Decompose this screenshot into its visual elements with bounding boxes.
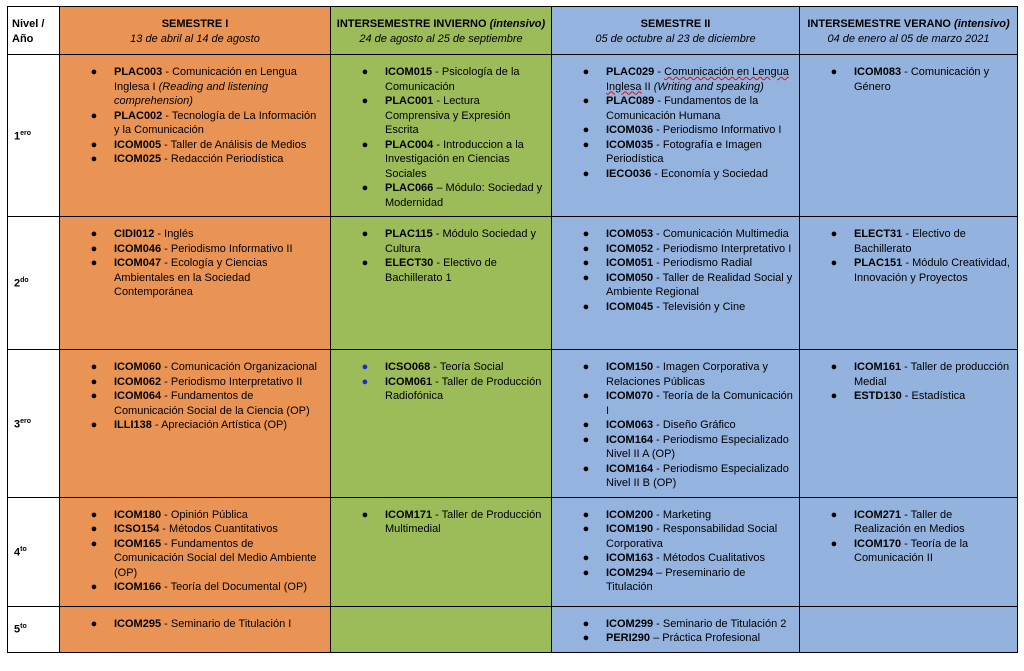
course-name: - Módulo Sociedad y Cultura [385,228,537,255]
course-name: - Responsabilidad Social Corporativa [606,523,778,550]
course-name: - Teoría del Documental (OP) [161,581,307,593]
level-suffix: do [20,277,29,285]
course-code: ICOM025 [114,153,162,165]
course-code: PLAC001 [385,95,434,107]
curriculum-table [7,6,1018,653]
course-code: ICOM171 [385,508,433,521]
course-code: ICOM050 [606,271,654,284]
course-code: ICOM083 [854,66,902,78]
course-code: ICOM045 [606,300,654,313]
course-code: PLAC089 [606,95,655,107]
semester-header-1 [60,7,331,55]
course-name: - Comunicación Organizacional [161,361,317,373]
course-item [60,375,324,390]
semester-title: SEMESTRE I [161,18,229,30]
course-code: ICOM190 [606,523,654,535]
level-cell [8,350,60,498]
course-name: - Economía y Sociedad [651,167,769,180]
course-item [331,360,545,375]
course-item [552,300,793,315]
bullet-icon: ● [90,390,98,402]
course-note: (Reading and listening comprehension) [114,80,269,107]
course-item [60,580,324,595]
course-cell [800,606,1018,652]
bullet-icon: ● [361,138,369,151]
course-list [60,350,330,439]
level-header-line1: Nivel / [12,18,45,30]
course-list [800,217,1017,291]
course-name: - Comunicación y Género [854,66,990,93]
course-item [552,418,793,433]
course-name: - Fundamentos de Comunicación Social del Medio Ambiente (OP) [114,537,317,579]
course-list [331,55,551,216]
course-item [331,94,545,138]
level-row [8,350,1018,498]
course-list [552,607,799,652]
bullet-icon: ● [830,257,838,269]
course-code: ICOM164 [606,433,654,446]
course-code: ICOM070 [606,390,654,402]
level-row [8,217,1018,350]
course-code: ICOM063 [606,419,654,431]
course-list [800,55,1017,100]
course-cell [60,497,331,606]
course-code: ICSO068 [385,361,431,373]
level-suffix: ero [20,129,32,137]
bullet-icon: ● [90,537,98,550]
course-cell [60,606,331,652]
course-item [800,227,1011,256]
course-list [60,217,330,306]
bullet-icon: ● [361,361,369,373]
course-name: - Psicología de la Comunicación [385,66,520,93]
course-name: - Inglés [154,228,194,240]
course-code: ICOM166 [114,581,162,593]
course-name: - Métodos Cualitativos [653,552,765,564]
course-code: PLAC029 [606,66,655,78]
course-cell [331,497,552,606]
course-item [60,360,324,375]
course-item [60,256,324,300]
course-item [331,227,545,256]
semester-title-italic: (intensivo) [489,18,546,30]
course-code: ICOM051 [606,257,654,269]
course-item [552,566,793,595]
course-code: CIDI012 [114,228,155,240]
course-name: - Periodismo Informativo I [653,124,782,136]
course-name: - Módulo Creatividad, Innovación y Proyectos [854,257,1010,284]
course-code: ICOM271 [854,508,902,521]
course-name: - Taller de producción Medial [854,361,1010,388]
semester-dates: 13 de abril al 14 de agosto [130,32,260,45]
level-number: 5 [14,624,21,637]
course-cell [552,606,800,652]
course-name: - Fundamentos de la Comunicación Humana [606,95,759,122]
bullet-icon: ● [582,124,590,136]
course-item [331,65,545,94]
course-name-flagged: Comunicación en Lengua Inglesa [606,66,789,93]
course-item [800,360,1011,389]
level-suffix: to [20,623,27,631]
bullet-icon: ● [361,228,369,240]
bullet-icon: ● [90,617,98,630]
course-item [800,65,1011,94]
course-code: ICOM046 [114,242,162,255]
course-item [60,152,324,167]
bullet-icon: ● [830,390,838,402]
semester-title: INTERSEMESTRE INVIERNO [336,18,490,30]
course-name: - Fotografía e Imagen Periodística [606,138,762,165]
level-row [8,606,1018,652]
bullet-icon: ● [582,167,590,180]
course-name: - Apreciación Artística (OP) [151,419,288,431]
course-item [552,256,793,271]
bullet-icon: ● [582,271,590,284]
course-code: ELECT30 [385,257,434,269]
bullet-icon: ● [361,182,369,194]
course-name: - Periodismo Especializado Nivel II B (OP) [606,462,789,489]
course-name: - Televisión y Cine [653,300,746,313]
bullet-icon: ● [582,138,590,151]
bullet-icon: ● [830,537,838,550]
course-name: - Periodismo Interpretativo II [161,375,303,388]
course-name: - Tecnología de La Información y la Comunicación [114,109,317,136]
course-item [331,375,545,404]
course-item [60,508,324,523]
bullet-icon: ● [361,95,369,107]
bullet-icon: ● [582,523,590,535]
course-item [552,617,793,632]
bullet-icon: ● [361,375,369,388]
course-cell [800,55,1018,217]
course-name: - Opinión Pública [161,508,248,521]
bullet-icon: ● [582,228,590,240]
course-cell [60,55,331,217]
course-code: PLAC004 [385,138,434,151]
course-code: PLAC002 [114,109,163,122]
level-number: 2 [14,278,21,291]
course-item [331,256,545,285]
header-row [8,7,1018,55]
course-item [552,242,793,257]
course-list [552,55,799,187]
bullet-icon: ● [830,66,838,78]
course-code: ICOM294 [606,566,654,579]
course-code: IECO036 [606,167,652,180]
bullet-icon: ● [582,66,590,78]
bullet-icon: ● [90,523,98,535]
course-code: ICOM015 [385,66,433,78]
course-name: - Taller de Producción Multimedial [385,508,542,535]
course-code: ELECT31 [854,228,903,240]
bullet-icon: ● [582,419,590,431]
bullet-icon: ● [90,375,98,388]
level-header-line2: Año [12,32,34,45]
course-item [60,418,324,433]
bullet-icon: ● [582,552,590,564]
course-item [552,167,793,182]
bullet-icon: ● [90,138,98,151]
course-name: - Periodismo Interpretativo I [653,242,792,255]
course-cell [60,350,331,498]
course-name: - Teoría de la Comunicación I [606,390,793,417]
course-cell [331,350,552,498]
course-item [60,138,324,153]
course-name-cont: II [641,80,654,93]
course-code: ICOM150 [606,361,654,373]
course-name: - Ecología y Ciencias Ambientales en la Sociedad Contemporánea [114,257,268,298]
course-list [552,217,799,320]
course-list [331,498,551,543]
course-code: ICOM036 [606,124,654,136]
course-code: ICOM295 [114,617,162,630]
bullet-icon: ● [90,228,98,240]
course-name: - Seminario de Titulación I [161,617,292,630]
course-note: (Writing and speaking) [653,80,764,93]
course-code: ICOM170 [854,537,902,550]
bullet-icon: ● [830,228,838,240]
course-name: - Taller de Realización en Medios [854,508,965,535]
level-header [8,7,60,55]
semester-dates: 24 de agosto al 25 de septiembre [359,32,523,45]
course-code: ESTD130 [854,390,902,402]
course-code: ICOM064 [114,390,162,402]
course-item [800,389,1011,404]
course-code: ICOM165 [114,537,162,550]
course-item [552,360,793,389]
bullet-icon: ● [361,508,369,521]
course-code: ICSO154 [114,523,160,535]
course-code: PLAC151 [854,257,903,269]
bullet-icon: ● [582,566,590,579]
bullet-icon: ● [90,581,98,593]
course-name: - Fundamentos de Comunicación Social de la Ciencia (OP) [114,390,310,417]
course-name: - Periodismo Radial [653,257,753,269]
course-code: ICOM299 [606,617,654,630]
course-item [60,242,324,257]
course-item [552,551,793,566]
bullet-icon: ● [582,257,590,269]
course-code: ILLI138 [114,419,152,431]
course-item [552,271,793,300]
course-item [552,123,793,138]
course-item [60,522,324,537]
course-cell [800,217,1018,350]
course-name: - Estadística [901,390,966,402]
bullet-icon: ● [90,66,98,78]
course-cell [552,55,800,217]
course-name: – Práctica Profesional [650,632,761,644]
course-item [552,389,793,418]
level-suffix: to [20,545,27,553]
course-code: PLAC003 [114,66,163,78]
course-item [552,65,793,94]
course-name: - Electivo de Bachillerato [854,228,966,255]
bullet-icon: ● [90,361,98,373]
course-name: - Periodismo Especializado Nivel II A (OP) [606,433,789,460]
semester-dates: 04 de enero al 05 de marzo 2021 [827,32,990,45]
course-name: - Teoría de la Comunicación II [854,537,969,564]
bullet-icon: ● [361,66,369,78]
bullet-icon: ● [582,300,590,313]
course-name: - Seminario de Titulación 2 [653,617,787,630]
course-item [60,227,324,242]
level-row [8,55,1018,217]
course-name: - Electivo de Bachillerato 1 [385,257,497,284]
level-number: 3 [14,418,21,431]
semester-title-italic: (intensivo) [954,18,1010,30]
course-item [552,94,793,123]
course-item [60,65,324,109]
course-code: ICOM047 [114,257,162,269]
course-code: PERI290 [606,632,651,644]
course-list [60,498,330,601]
course-item [800,508,1011,537]
course-code: ICOM164 [606,462,654,475]
course-item [331,508,545,537]
level-suffix: ero [20,417,32,425]
course-name: - Diseño Gráfico [653,419,736,431]
course-item [60,617,324,632]
course-list [331,217,551,291]
bullet-icon: ● [582,95,590,107]
semester-title: SEMESTRE II [640,18,711,30]
course-code: ICOM163 [606,552,654,564]
course-code: PLAC115 [385,228,433,240]
course-list [800,350,1017,410]
course-code: ICOM053 [606,228,654,240]
course-code: ICOM052 [606,242,654,255]
course-list [552,498,799,601]
course-item [60,537,324,581]
course-code: ICOM060 [114,361,162,373]
course-name: - Taller de Análisis de Medios [161,138,307,151]
course-cell [331,55,552,217]
course-name: - Comunicación Multimedia [653,228,789,240]
bullet-icon: ● [90,242,98,255]
bullet-icon: ● [582,242,590,255]
semester-header-2 [331,7,552,55]
course-code: ICOM200 [606,508,654,521]
course-name: – Preseminario de Titulación [606,566,746,593]
semester-dates: 05 de octubre al 23 de diciembre [595,32,756,45]
course-cell [331,217,552,350]
bullet-icon: ● [582,632,590,644]
course-name: - Comunicación en Lengua Inglesa I [114,66,297,93]
course-cell [331,606,552,652]
course-cell [800,497,1018,606]
course-item [800,537,1011,566]
course-cell [60,217,331,350]
bullet-icon: ● [361,257,369,269]
course-name: - Lectura Comprensiva y Expresión Escrita [385,95,511,136]
course-item [552,522,793,551]
bullet-icon: ● [582,617,590,630]
level-row [8,497,1018,606]
bullet-icon: ● [582,390,590,402]
course-list [331,607,551,623]
semester-title: INTERSEMESTRE VERANO [807,18,955,30]
course-code: ICOM035 [606,138,654,151]
course-cell [552,350,800,498]
course-list [552,350,799,497]
bullet-icon: ● [830,361,838,373]
level-number: 1 [14,130,21,143]
course-name: - Taller de Producción Radiofónica [385,375,542,402]
bullet-icon: ● [90,153,98,165]
semester-header-4 [800,7,1018,55]
bullet-icon: ● [90,109,98,122]
course-item [552,138,793,167]
course-name: - Marketing [653,508,712,521]
course-code: ICOM062 [114,375,162,388]
course-item [60,389,324,418]
level-cell [8,217,60,350]
course-name: - Métodos Cuantitativos [159,523,278,535]
course-item [331,138,545,182]
course-name: - Taller de Realidad Social y Ambiente Regional [606,271,793,298]
bullet-icon: ● [90,419,98,431]
bullet-icon: ● [582,361,590,373]
course-cell [552,217,800,350]
course-code: ICOM005 [114,138,162,151]
course-name: - Periodismo Informativo II [161,242,293,255]
course-item [552,508,793,523]
course-list [60,607,330,638]
course-list [800,498,1017,572]
level-cell [8,497,60,606]
bullet-icon: ● [90,257,98,269]
course-name: - Imagen Corporativa y Relaciones Públicas [606,361,769,388]
bullet-icon: ● [582,433,590,446]
semester-header-3 [552,7,800,55]
bullet-icon: ● [582,462,590,475]
level-cell [8,55,60,217]
course-name: - Redacción Periodística [161,153,284,165]
bullet-icon: ● [90,508,98,521]
bullet-icon: ● [582,508,590,521]
course-name: - Teoría Social [430,361,504,373]
course-item [552,462,793,491]
course-name: – Módulo: Sociedad y Modernidad [385,182,543,209]
course-list [800,607,1017,623]
course-item [331,181,545,210]
course-cell [552,497,800,606]
course-list [60,55,330,173]
course-name: - Introduccion a la Investigación en Ciencias Sociales [385,138,524,180]
course-item [552,227,793,242]
course-code: PLAC066 [385,182,434,194]
course-name: - [654,66,665,78]
course-code: ICOM180 [114,508,162,521]
course-cell [800,350,1018,498]
level-number: 4 [14,546,21,559]
course-item [800,256,1011,285]
level-cell [8,606,60,652]
course-code: ICOM161 [854,361,902,373]
course-item [60,109,324,138]
course-list [331,350,551,410]
course-item [552,631,793,646]
course-item [552,433,793,462]
course-code: ICOM061 [385,375,433,388]
bullet-icon: ● [830,508,838,521]
